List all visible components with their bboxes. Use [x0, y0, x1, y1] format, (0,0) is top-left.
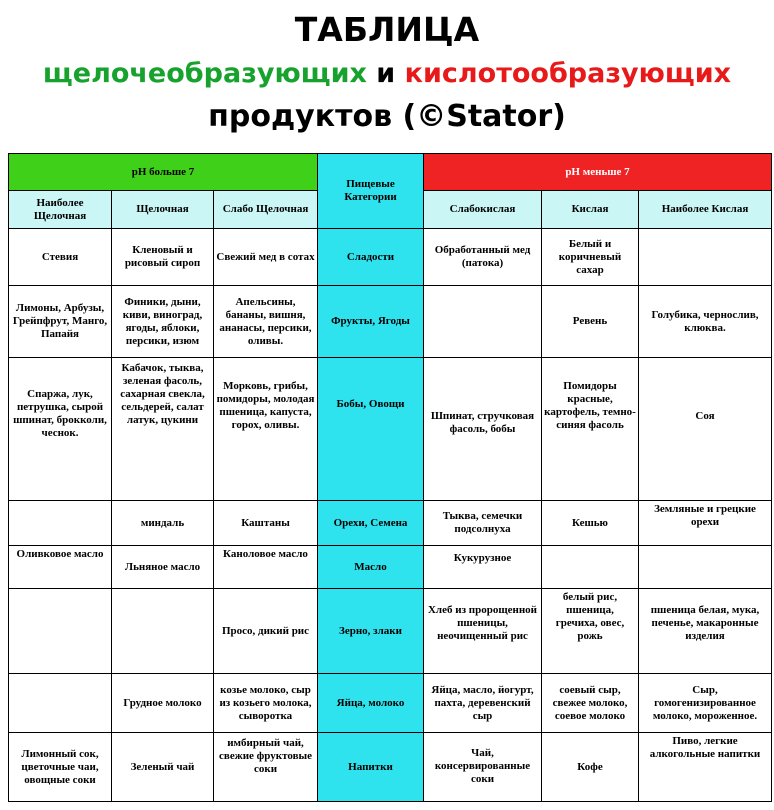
- cell-acid: Кофе: [542, 733, 639, 802]
- food-ph-table: [8, 153, 772, 802]
- cell-most-acid: [639, 229, 772, 286]
- cell-acid: соевый сыр, свежее молоко, соевое молоко: [542, 674, 639, 733]
- category-cell: Масло: [318, 546, 424, 589]
- cell-alkaline: миндаль: [112, 501, 214, 546]
- cell-alkaline: Кабачок, тыква, зеленая фасоль, сахарная свекла, сельдерей, салат латук, цукини: [112, 358, 214, 501]
- cell-alkaline: Льняное масло: [112, 546, 214, 589]
- ph-high-header: pH больше 7: [9, 154, 318, 191]
- table-row: [9, 286, 772, 358]
- cell-most-alkaline: [9, 589, 112, 674]
- page-subtitle: [0, 54, 774, 94]
- cell-alkaline: Кленовый и рисовый сироп: [112, 229, 214, 286]
- cell-slightly-alkaline: козье молоко, сыр из козьего молока, сыворотка: [214, 674, 318, 733]
- cell-slightly-alkaline: Каноловое масло: [214, 546, 318, 589]
- cell-alkaline: [112, 589, 214, 674]
- cell-most-alkaline: Стевия: [9, 229, 112, 286]
- table-row: [9, 229, 772, 286]
- cell-most-acid: Голубика, чернослив, клюква.: [639, 286, 772, 358]
- cell-slightly-acid: Тыква, семечки подсолнуха: [424, 501, 542, 546]
- cell-acid: белый рис, пшеница, гречиха, овес, рожь: [542, 589, 639, 674]
- cell-most-acid: [639, 546, 772, 589]
- cell-slightly-alkaline: Апельсины, бананы, вишня, ананасы, персики, оливы.: [214, 286, 318, 358]
- category-cell: Бобы, Овощи: [318, 358, 424, 501]
- category-cell: Сладости: [318, 229, 424, 286]
- cell-most-acid: Земляные и грецкие орехи: [639, 501, 772, 546]
- cell-most-acid: Пиво, легкие алкогольные напитки: [639, 733, 772, 802]
- cell-most-alkaline: Спаржа, лук, петрушка, сырой шпинат, брокколи, чеснок.: [9, 358, 112, 501]
- cell-slightly-alkaline: Просо, дикий рис: [214, 589, 318, 674]
- category-header: Пищевые Категории: [318, 154, 424, 229]
- cell-most-acid: пшеница белая, мука, печенье, макаронные изделия: [639, 589, 772, 674]
- cell-slightly-acid: [424, 286, 542, 358]
- cell-slightly-acid: Хлеб из пророщенной пшеницы, неочищенный рис: [424, 589, 542, 674]
- table-row: [9, 358, 772, 501]
- page-title: ТАБЛИЦА: [294, 10, 480, 49]
- cell-slightly-acid: Кукурузное: [424, 546, 542, 589]
- cell-most-alkaline: [9, 501, 112, 546]
- col-header-slightly-alkaline: Слабо Щелочная: [214, 191, 318, 229]
- table-row: [9, 674, 772, 733]
- cell-alkaline: Финики, дыни, киви, виноград, ягоды, яблоки, персики, изюм: [112, 286, 214, 358]
- col-header-acid: Кислая: [542, 191, 639, 229]
- cell-slightly-alkaline: Морковь, грибы, помидоры, молодая пшеница, капуста, горох, оливы.: [214, 358, 318, 501]
- category-cell: Яйца, молоко: [318, 674, 424, 733]
- table-row: [9, 546, 772, 589]
- col-header-most-alkaline: Наиболее Щелочная: [9, 191, 112, 229]
- cell-slightly-acid: Обработанный мед (патока): [424, 229, 542, 286]
- cell-most-alkaline: [9, 674, 112, 733]
- cell-alkaline: Зеленый чай: [112, 733, 214, 802]
- table-row: [9, 501, 772, 546]
- subtitle-acid: кислотообразующих: [404, 58, 732, 89]
- cell-slightly-acid: Яйца, масло, йогурт, пахта, деревенский сыр: [424, 674, 542, 733]
- cell-alkaline: Грудное молоко: [112, 674, 214, 733]
- category-cell: Напитки: [318, 733, 424, 802]
- cell-slightly-alkaline: имбирный чай, свежие фруктовые соки: [214, 733, 318, 802]
- table-row: [9, 589, 772, 674]
- cell-most-alkaline: Оливковое масло: [9, 546, 112, 589]
- cell-acid: Кешью: [542, 501, 639, 546]
- cell-most-acid: Соя: [639, 358, 772, 501]
- category-cell: Фрукты, Ягоды: [318, 286, 424, 358]
- cell-acid: Ревень: [542, 286, 639, 358]
- cell-most-acid: Сыр, гомогенизированное молоко, мороженное.: [639, 674, 772, 733]
- cell-acid: Помидоры красные, картофель, темно-синяя фасоль: [542, 358, 639, 501]
- subtitle-conjunction: и: [366, 58, 405, 89]
- col-header-alkaline: Щелочная: [112, 191, 214, 229]
- cell-slightly-acid: Шпинат, стручковая фасоль, бобы: [424, 358, 542, 501]
- cell-slightly-alkaline: Свежий мед в сотах: [214, 229, 318, 286]
- subtitle-alkaline: щелочеобразующих: [42, 58, 367, 89]
- category-cell: Зерно, злаки: [318, 589, 424, 674]
- category-cell: Орехи, Семена: [318, 501, 424, 546]
- table-row: [9, 733, 772, 802]
- cell-slightly-acid: Чай, консервированные соки: [424, 733, 542, 802]
- cell-most-alkaline: Лимонный сок, цветочные чаи, овощные соки: [9, 733, 112, 802]
- col-header-most-acid: Наиболее Кислая: [639, 191, 772, 229]
- col-header-slightly-acid: Слабокислая: [424, 191, 542, 229]
- page-subtitle-2: продуктов (©Stator): [208, 99, 566, 134]
- cell-most-alkaline: Лимоны, Арбузы, Грейпфрут, Манго, Папайя: [9, 286, 112, 358]
- ph-low-header: pH меньше 7: [424, 154, 772, 191]
- cell-acid: Белый и коричневый сахар: [542, 229, 639, 286]
- cell-slightly-alkaline: Каштаны: [214, 501, 318, 546]
- cell-acid: [542, 546, 639, 589]
